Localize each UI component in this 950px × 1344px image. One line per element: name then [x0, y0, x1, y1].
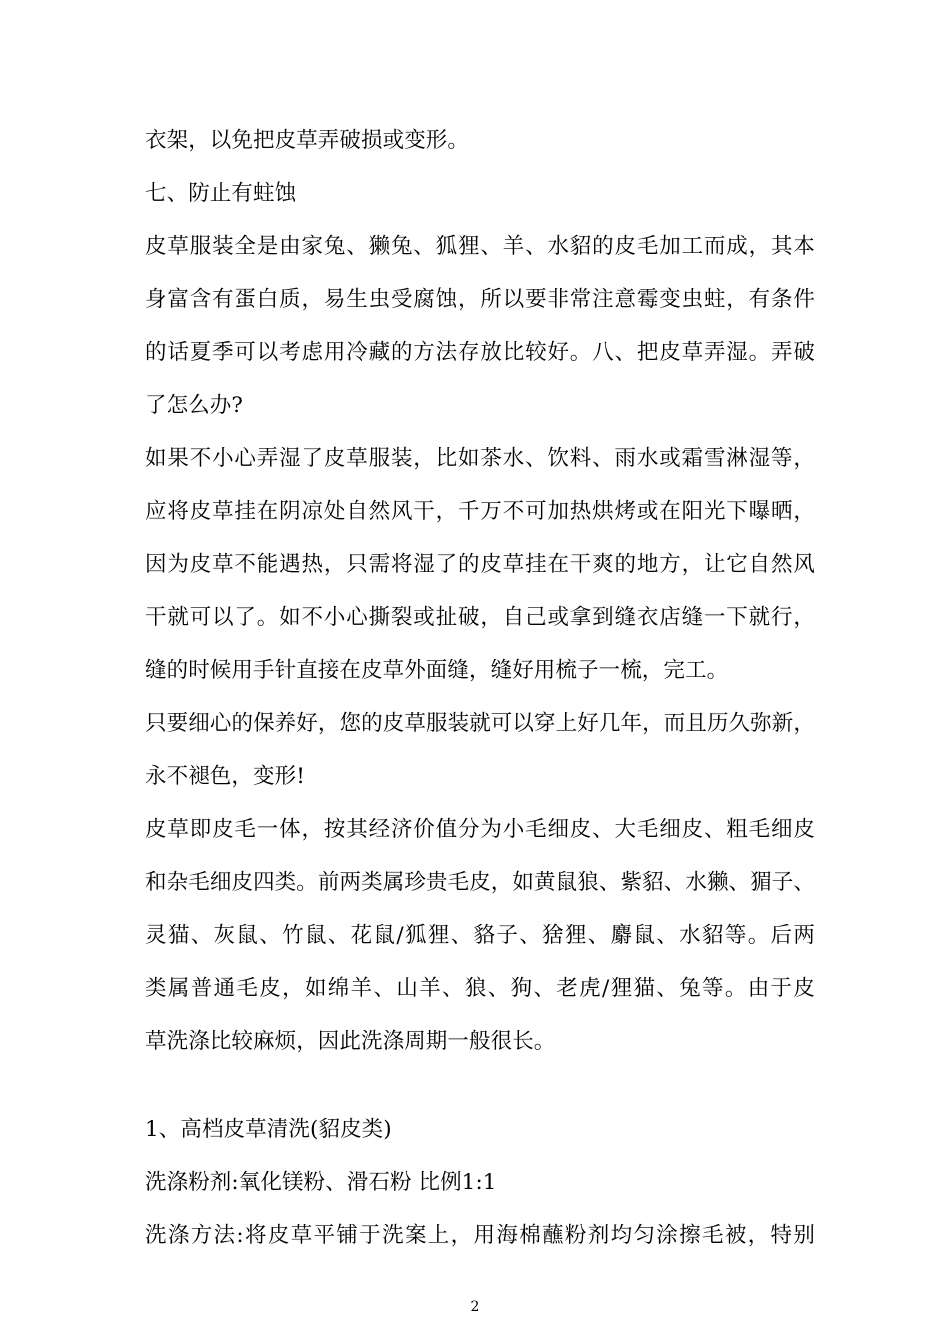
text-line: 衣架，以免把皮草弄破损或变形。	[145, 128, 470, 153]
text-line: 永不褪色，变形!	[145, 764, 305, 789]
text-line: 的话夏季可以考虑用冷藏的方法存放比较好。八、把皮草弄湿。弄破	[145, 340, 815, 365]
text-line: 因为皮草不能遇热，只需将湿了的皮草挂在干爽的地方，让它自然风	[145, 552, 815, 577]
page-number: 2	[470, 1299, 480, 1315]
text-line: 洗涤粉剂:氧化镁粉、滑石粉 比例1:1	[145, 1170, 497, 1195]
section-heading: 1、高档皮草清洗(貂皮类)	[145, 1117, 392, 1142]
text-line: 缝的时候用手针直接在皮草外面缝，缝好用梳子一梳，完工。	[145, 658, 729, 683]
text-line: 了怎么办?	[145, 393, 244, 418]
text-line: 灵猫、灰鼠、竹鼠、花鼠/狐狸、貉子、猞狸、麝鼠、水貂等。后两	[145, 923, 815, 948]
text-line: 干就可以了。如不小心撕裂或扯破，自己或拿到缝衣店缝一下就行，	[145, 605, 815, 630]
text-line: 洗涤方法:将皮草平铺于洗案上，用海棉蘸粉剂均匀涂擦毛被，特别	[145, 1223, 815, 1248]
text-line: 如果不小心弄湿了皮草服装，比如茶水、饮料、雨水或霜雪淋湿等，	[145, 446, 815, 471]
text-line: 应将皮草挂在阴凉处自然风干，千万不可加热烘烤或在阳光下曝晒，	[145, 499, 815, 524]
text-line: 和杂毛细皮四类。前两类属珍贵毛皮，如黄鼠狼、紫貂、水獭、猸子、	[145, 870, 815, 895]
text-line: 类属普通毛皮，如绵羊、山羊、狼、狗、老虎/狸猫、兔等。由于皮	[145, 976, 815, 1001]
text-line: 皮草服装全是由家兔、獭兔、狐狸、羊、水貂的皮毛加工而成，其本	[145, 234, 815, 259]
section-heading: 七、防止有蛀蚀	[145, 181, 297, 206]
text-line: 皮草即皮毛一体，按其经济价值分为小毛细皮、大毛细皮、粗毛细皮	[145, 817, 815, 842]
text-line: 只要细心的保养好，您的皮草服装就可以穿上好几年，而且历久弥新，	[145, 711, 815, 736]
text-line: 草洗涤比较麻烦，因此洗涤周期一般很长。	[145, 1029, 556, 1054]
text-line: 身富含有蛋白质，易生虫受腐蚀，所以要非常注意霉变虫蛀，有条件	[145, 287, 815, 312]
